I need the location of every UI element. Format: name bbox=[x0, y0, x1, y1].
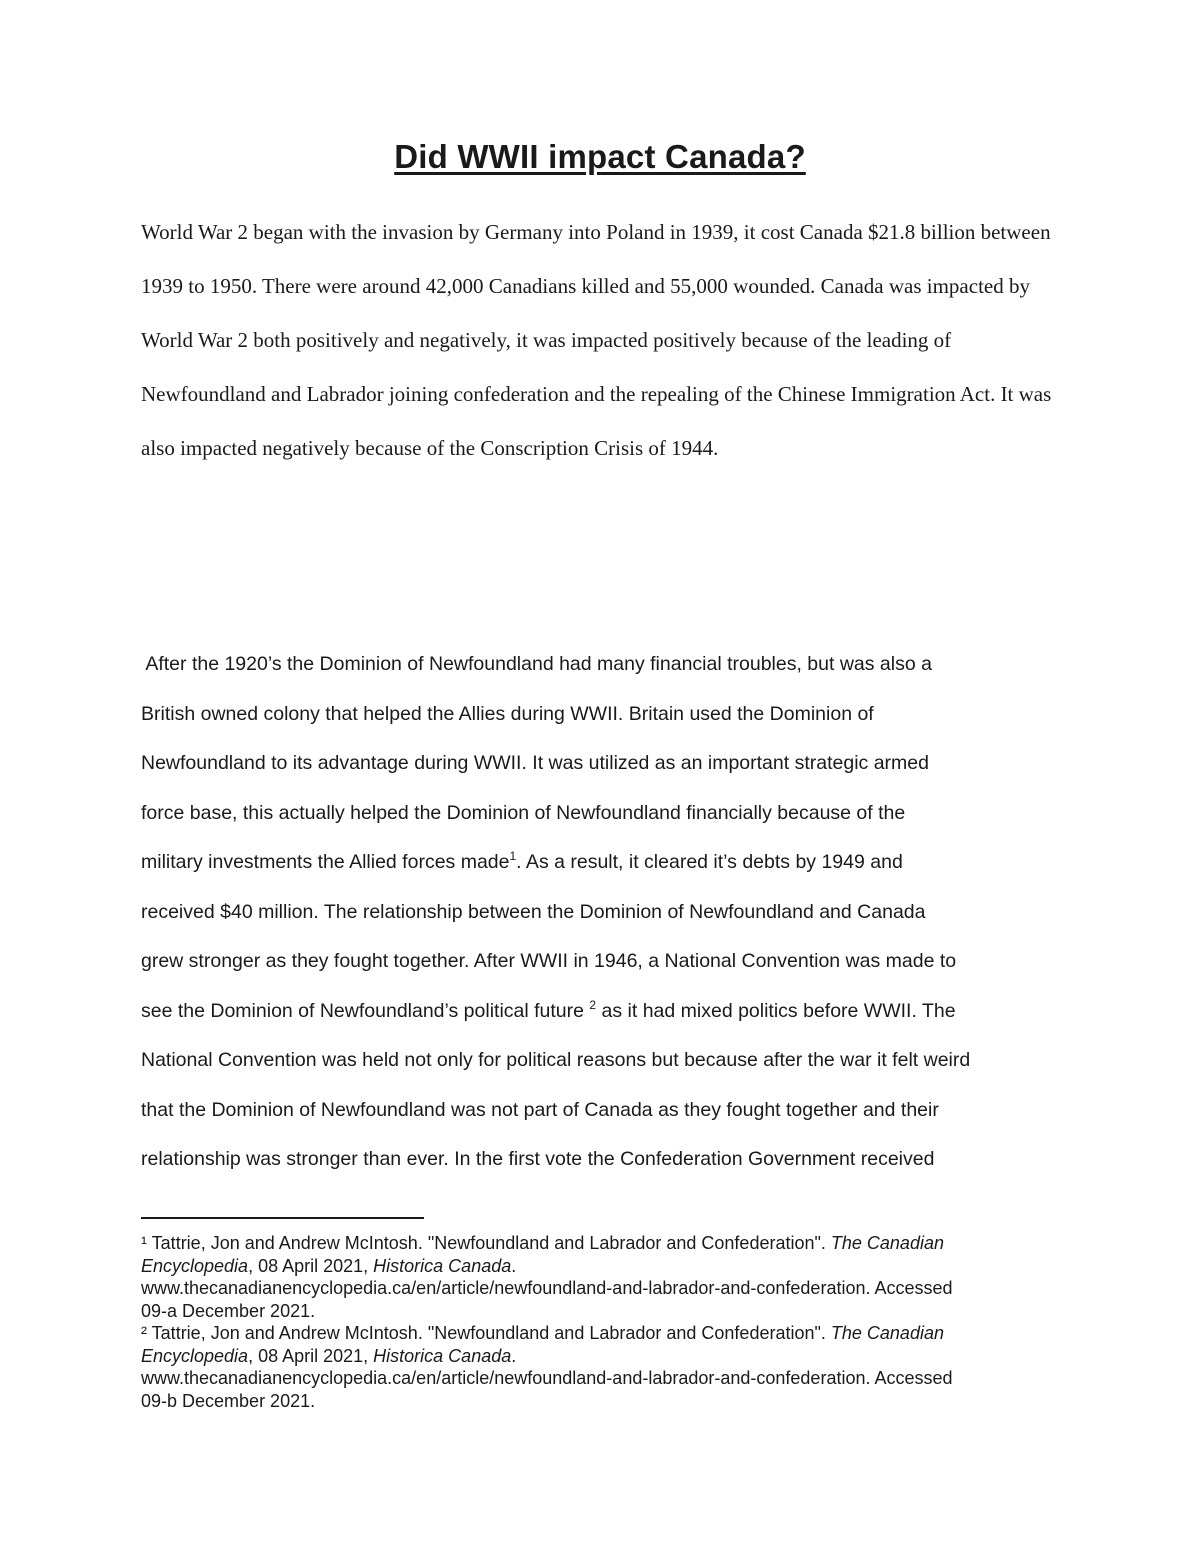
body-line bbox=[141, 987, 1071, 1037]
footnote-url[interactable]: www.thecanadianencyclopedia.ca/en/article/newfoundland-and-labrador-and-confederation. Accessed bbox=[141, 1368, 953, 1388]
footnote-source: The Canadian bbox=[830, 1323, 944, 1343]
footnote-marker: ² bbox=[141, 1323, 147, 1343]
footnote-period: . bbox=[511, 1345, 517, 1366]
body-line: After the 1920’s the Dominion of Newfoundland had many financial troubles, but was also a bbox=[141, 653, 932, 675]
footnote-authors: Tattrie, Jon and Andrew McIntosh. "Newfoundland and Labrador and Confederation". bbox=[147, 1323, 831, 1343]
footnote-2 bbox=[141, 1322, 1041, 1412]
body-line: received $40 million. The relationship between the Dominion of Newfoundland and Canada bbox=[141, 900, 926, 923]
body-line bbox=[141, 838, 1071, 888]
footnote-separator bbox=[141, 1217, 424, 1219]
document-title: Did WWII impact Canada? bbox=[394, 138, 806, 175]
footnote-source: The Canadian bbox=[830, 1233, 944, 1253]
footnote-authors: Tattrie, Jon and Andrew McIntosh. "Newfoundland and Labrador and Confederation". bbox=[147, 1233, 831, 1253]
body-line: force base, this actually helped the Dominion of Newfoundland financially because of the bbox=[141, 801, 906, 824]
body-line-text: see the Dominion of Newfoundland’s political future bbox=[141, 999, 590, 1022]
footnote-url[interactable]: www.thecanadianencyclopedia.ca/en/article/newfoundland-and-labrador-and-confederation. Accessed bbox=[141, 1278, 953, 1298]
footnote-source-cont: Encyclopedia bbox=[141, 1345, 249, 1366]
footnote-ref-1[interactable]: 1 bbox=[509, 849, 517, 863]
body-line-text: military investments the Allied forces made bbox=[141, 851, 510, 873]
body-line-text: . As a result, it cleared it’s debts by 1949 and bbox=[516, 851, 903, 873]
body-line: that the Dominion of Newfoundland was not part of Canada as they fought together and their bbox=[141, 1098, 939, 1121]
footnote-accessed: 09-b December 2021. bbox=[141, 1390, 316, 1411]
footnote-publisher: Historica Canada bbox=[373, 1345, 512, 1366]
footnote-source-cont: Encyclopedia bbox=[141, 1255, 249, 1276]
footnote-accessed: 09-a December 2021. bbox=[141, 1300, 316, 1321]
footnote-date: , 08 April 2021, bbox=[248, 1255, 374, 1276]
footnote-1 bbox=[141, 1232, 1041, 1322]
body-line-text: as it had mixed politics before WWII. The bbox=[596, 999, 956, 1022]
body-line: relationship was stronger than ever. In the first vote the Confederation Government received bbox=[141, 1148, 935, 1170]
body-line: Newfoundland to its advantage during WWII. It was utilized as an important strategic armed bbox=[141, 752, 929, 774]
intro-paragraph: World War 2 began with the invasion by Germany into Poland in 1939, it cost Canada $21.8 billion between 1939 to 1950. There were around 42,000 Canadians killed and 55,000 wounded. Canada was impacted by World War 2 both positively and negatively, it was impacted positively because of the leading of Newfoundland and Labrador joining confederation and the repealing of the Chinese Immigration Act. It was also impacted negatively because of the Conscription Crisis of 1944. bbox=[141, 220, 1052, 460]
body-line: British owned colony that helped the Allies during WWII. Britain used the Dominion of bbox=[141, 702, 874, 725]
footnote-date: , 08 April 2021, bbox=[248, 1345, 374, 1366]
body-paragraph bbox=[141, 640, 1071, 1185]
body-line: National Convention was held not only for political reasons but because after the war it felt weird bbox=[141, 1049, 971, 1071]
footnote-publisher: Historica Canada bbox=[373, 1255, 512, 1276]
body-line: grew stronger as they fought together. After WWII in 1946, a National Convention was made to bbox=[141, 950, 957, 972]
footnote-marker: ¹ bbox=[141, 1233, 147, 1253]
footnotes bbox=[141, 1232, 1041, 1412]
footnote-period: . bbox=[511, 1255, 517, 1276]
footnote-ref-2[interactable]: 2 bbox=[589, 997, 597, 1012]
